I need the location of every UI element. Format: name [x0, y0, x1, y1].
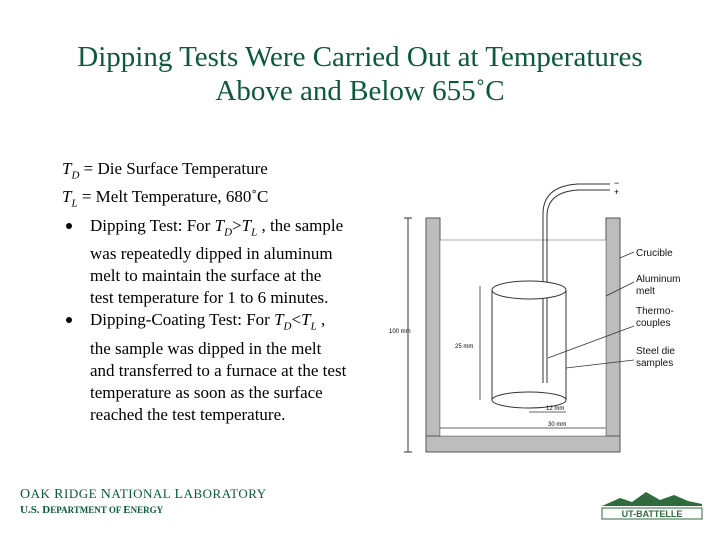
doe-nergy: NERGY: [130, 505, 164, 515]
definition-text: = Melt Temperature, 680˚C: [77, 187, 269, 207]
symbol-t: T: [62, 159, 72, 178]
definition-tl: [62, 186, 402, 214]
subscript: D: [283, 320, 292, 333]
subscript-l: L: [71, 197, 78, 210]
subscript: L: [251, 226, 258, 239]
melt-label: melt: [636, 286, 655, 297]
bullet-lead: Dipping Test: For: [90, 215, 215, 235]
subscript: L: [310, 320, 317, 333]
doe-us-d: U.S. D: [20, 504, 51, 516]
lab-ak: AK: [30, 486, 55, 501]
symbol-t: T: [62, 187, 72, 207]
lab-l: L: [174, 487, 184, 502]
bullet-after: , the sample: [257, 215, 344, 235]
couples-label: couples: [636, 318, 671, 329]
operator: >: [232, 215, 242, 235]
bullet-list: [62, 215, 402, 426]
bullet-dipping-test: [62, 215, 402, 309]
lab-n: N: [100, 487, 112, 502]
bullet-first-line: [90, 309, 402, 337]
bullet-after: ,: [316, 310, 326, 330]
doe-e: E: [123, 504, 131, 516]
dim-25-label: 25 mm: [455, 344, 474, 350]
bullet-dot-icon: [66, 317, 72, 323]
oak-ridge-national-laboratory-label: [20, 486, 267, 503]
bullet-line: test temperature for 1 to 6 minutes.: [90, 288, 329, 308]
lab-ational: ATIONAL: [111, 486, 175, 501]
symbol-t: T: [274, 310, 284, 330]
lab-aboratory: ABORATORY: [183, 486, 267, 501]
slide-title: [20, 40, 700, 108]
steel-die-label: Steel die: [636, 346, 675, 357]
crucible-diagram: [388, 178, 708, 460]
bullet-dipping-coating-test: [62, 309, 402, 425]
dim-100-label: 100 mm: [389, 329, 411, 335]
title-line-1: Dipping Tests Were Carried Out at Temperatures: [77, 41, 643, 73]
crucible-label: Crucible: [636, 248, 673, 259]
aluminum-label: Aluminum: [636, 274, 681, 285]
subscript: D: [224, 226, 233, 239]
lab-r: R: [54, 487, 64, 502]
symbol-t: T: [214, 215, 225, 235]
symbol-t: T: [241, 215, 252, 235]
us-department-of-energy-label: [20, 504, 163, 516]
subscript-d: D: [71, 169, 80, 182]
bullet-line: the sample was dipped in the melt: [90, 338, 322, 358]
crucible-walls: [426, 218, 620, 452]
bullet-line: was repeatedly dipped in aluminum: [90, 244, 333, 264]
dim-30-label: 30 mm: [548, 422, 567, 428]
operator: <: [291, 310, 302, 330]
samples-label: samples: [636, 358, 674, 369]
minus-label: −: [614, 178, 620, 188]
dim-12-label: 12 mm: [546, 406, 565, 412]
bullet-line: and transferred to a furnace at the test: [90, 360, 347, 380]
logo-text: UT-BATTELLE: [621, 509, 683, 519]
dimension-100mm: [389, 218, 412, 452]
definition-td: [62, 158, 402, 186]
bullet-line: reached the test temperature.: [90, 404, 286, 424]
bullet-line: temperature as soon as the surface: [90, 382, 323, 402]
ut-battelle-logo-icon: [600, 486, 704, 522]
definition-text: = Die Surface Temperature: [79, 159, 268, 178]
symbol-t: T: [301, 310, 311, 330]
doe-epartment: EPARTMENT OF: [50, 505, 124, 515]
body-text: [62, 158, 402, 426]
lab-o: O: [20, 487, 31, 502]
bullet-dot-icon: [66, 223, 72, 229]
plus-label: +: [614, 187, 620, 197]
title-line-2: Above and Below 655˚C: [215, 75, 505, 107]
bullet-line: melt to maintain the surface at the: [90, 266, 322, 286]
bullet-first-line: [90, 215, 402, 243]
lab-idge: IDGE: [64, 486, 101, 501]
bullet-lead: Dipping-Coating Test: For: [90, 310, 275, 330]
thermo-label: Thermo-: [636, 306, 674, 317]
